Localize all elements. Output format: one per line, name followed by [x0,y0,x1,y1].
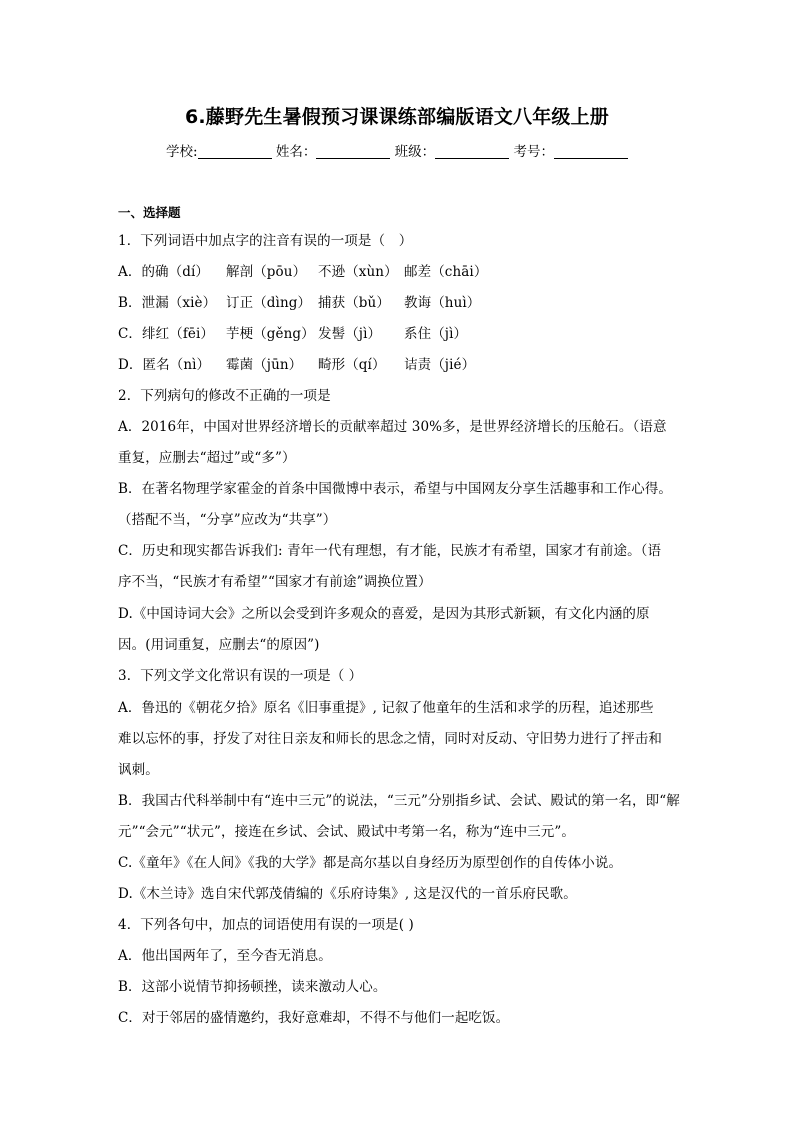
q1-b-3: 捕获（bǔ） [318,295,390,311]
q1-option-c [118,322,467,342]
class-blank[interactable] [435,144,509,159]
q2-option-c-line1: C．历史和现实都告诉我们: 青年一代有理想，有才能，民族才有希望，国家才有前途。（语 [118,543,662,559]
q3-option-a-line2: 难以忘怀的事，抒发了对往日亲友和师长的思念之情，同时对反动、守旧势力进行了抨击和 [118,731,662,747]
q1-b-4: 教诲（huì） [404,295,481,311]
q1-option-a [118,260,487,280]
q3-option-c: C.《童年》《在人间》《我的大学》都是高尔基以自身经历为原型创作的自传体小说。 [118,855,623,871]
exam-number-blank[interactable] [554,144,628,159]
q2-option-a-line1: A．2016年，中国对世界经济增长的贡献率超过 30%多，是世界经济增长的压舱石。（语意 [118,419,667,435]
school-blank[interactable] [198,144,272,159]
q1-b-2: 订正（dìng） [226,295,312,311]
q3-option-a-line3: 讽刺。 [118,762,159,778]
q2-option-b-line1: B．在著名物理学家霍金的首条中国微博中表示，希望与中国网友分享生活趣事和工作心得。 [118,481,673,497]
q4-option-c: C．对于邻居的盛情邀约，我好意难却，不得不与他们一起吃饭。 [118,1010,510,1026]
q1-c-3: 发髻（jì） [318,326,382,342]
school-label: 学校: [166,144,198,160]
q1-a-3: 不逊（xùn） [318,264,398,280]
section-heading: 一、选择题 [118,205,181,220]
q2-option-d-line2: 因。(用词重复，应删去“的原因”) [118,637,320,653]
q4-stem: 4．下列各句中，加点的词语使用有误的一项是( ) [118,917,414,933]
q1-a-4: 邮差（chāi） [404,264,488,280]
q1-c-4: 系住（jì） [404,326,468,342]
name-label: 姓名： [275,144,317,160]
q1-stem: 1．下列词语中加点字的注音有误的一项是（ ） [118,233,413,249]
q1-d-4: 诘责（jié） [404,357,476,373]
student-info-line [0,140,794,160]
q1-d-2: 霉菌（jūn） [226,357,303,373]
q1-b-1: B．泄漏（xiè） [118,295,217,311]
q3-option-b-line2: 元”“会元”“状元”，接连在乡试、会试、殿试中考第一名，称为“连中三元”。 [118,824,576,840]
q2-stem: 2．下列病句的修改不正确的一项是 [118,388,331,404]
page-title: 6.藤野先生暑假预习课课练部编版语文八年级上册 [184,106,610,128]
q1-d-3: 畸形（qí） [318,357,386,373]
q1-d-1: D．匿名（nì） [118,357,211,373]
q1-c-1: C．绯红（fēi） [118,326,215,342]
q1-c-2: 芋梗（gěng） [226,326,315,342]
q2-option-d-line1: D.《中国诗词大会》之所以会受到许多观众的喜爱，是因为其形式新颖，有文化内涵的原 [118,606,650,622]
q2-option-a-line2: 重复，应删去“超过”或“多”） [118,450,296,466]
q2-option-b-line2: （搭配不当，“分享”应改为“共享”） [118,512,337,528]
q3-option-b-line1: B．我国古代科举制中有“连中三元”的说法，“三元”分别指乡试、会试、殿试的第一名，即“解 [118,793,680,809]
q4-option-b: B．这部小说情节抑扬顿挫，读来激动人心。 [118,979,387,995]
q4-option-a: A．他出国两年了，至今杳无消息。 [118,948,332,964]
q2-option-c-line2: 序不当，“民族才有希望”“国家才有前途”调换位置） [118,574,432,590]
q3-option-d: D.《木兰诗》选自宋代郭茂倩编的《乐府诗集》, 这是汉代的一首乐府民歌。 [118,886,577,902]
q1-option-d [118,353,475,373]
q1-option-b [118,291,480,311]
q3-option-a-line1: A．鲁迅的《朝花夕拾》原名《旧事重提》, 记叙了他童年的生活和求学的历程，追述那些 [118,700,654,716]
exam-number-label: 考号： [513,144,554,160]
q1-a-1: A．的确（dí） [118,264,210,280]
q1-a-2: 解剖（pōu） [226,264,307,280]
name-blank[interactable] [316,144,390,159]
class-label: 班级： [394,144,436,160]
q3-stem: 3．下列文学文化常识有误的一项是（ ） [118,668,363,684]
